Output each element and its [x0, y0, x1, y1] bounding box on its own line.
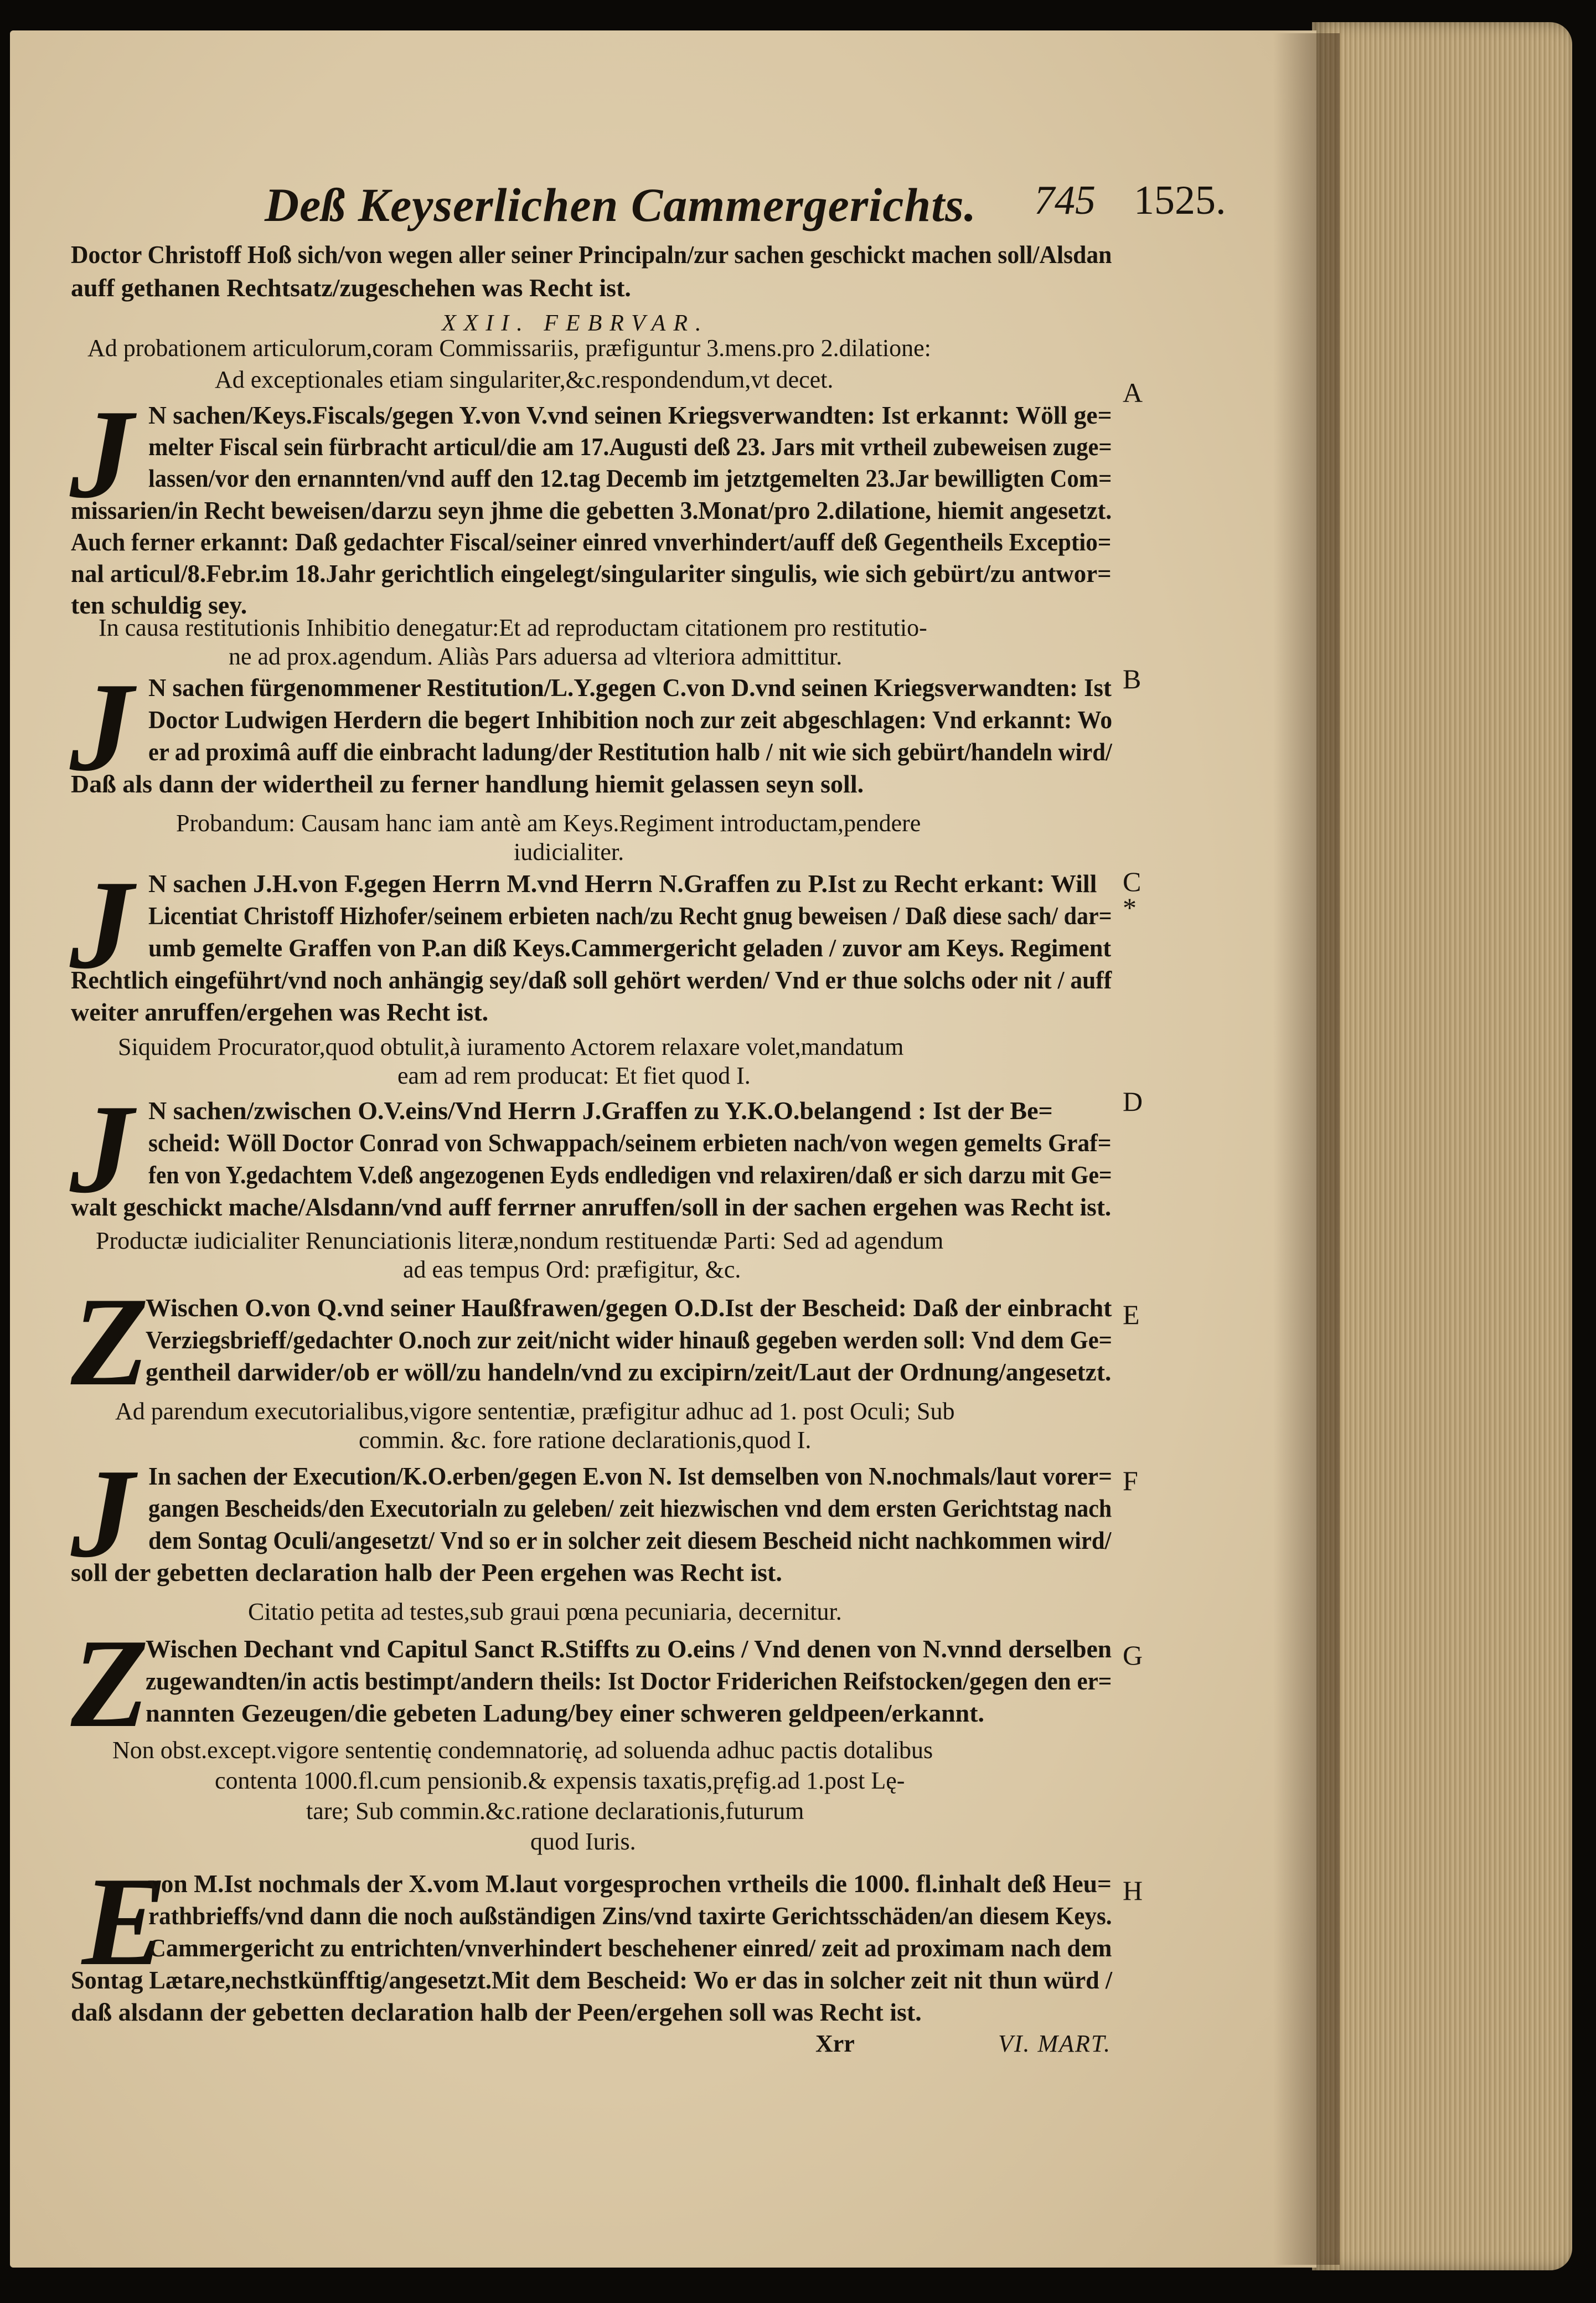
german-line: N sachen/zwischen O.V.eins/Vnd Herrn J.Graffen zu Y.K.O.belangend : Ist der Be=	[148, 1096, 1053, 1125]
page-number: 745	[1034, 178, 1096, 223]
margin-asterisk: *	[1123, 892, 1137, 923]
german-line: gangen Bescheids/den Executorialn zu geleben/ zeit hiezwischen vnd dem ersten Gerichtstag nach	[148, 1494, 1112, 1522]
gutter-shadow	[1273, 33, 1340, 2265]
latin-summary-line: Siquidem Procurator,quod obtulit,à iuramento Actorem relaxare volet,mandatum	[118, 1033, 904, 1060]
german-line: soll der gebetten declaration halb der Peen ergehen was Recht ist.	[71, 1558, 782, 1586]
german-line: Daß als dann der widertheil zu ferner handlung hiemit gelassen seyn soll.	[71, 770, 864, 798]
german-line: Rechtlich eingeführt/vnd noch anhängig sey/daß soll gehört werden/ Vnd er thue solchs oder nit / auff	[71, 966, 1112, 994]
book-page	[10, 30, 1316, 2268]
german-line: nannten Gezeugen/die gebeten Ladung/bey einer schweren geldpeen/erkannt.	[146, 1699, 985, 1727]
german-line: scheid: Wöll Doctor Conrad von Schwappach/seinem erbieten nach/von wegen gemelts Graf=	[148, 1129, 1112, 1157]
german-line: nal articul/8.Febr.im 18.Jahr gerichtlich eingelegt/singulariter singulis, wie sich gebürt/zu antwor=	[71, 559, 1112, 588]
german-line: Wischen O.von Q.vnd seiner Haußfrawen/gegen O.D.Ist der Bescheid: Daß der einbracht	[146, 1294, 1112, 1322]
margin-marker: A	[1123, 377, 1143, 408]
german-line: Doctor Ludwigen Herdern die begert Inhibition noch zur zeit abgeschlagen: Vnd erkannt: Wo	[148, 705, 1113, 734]
german-line: N sachen/Keys.Fiscals/gegen Y.von V.vnd seinen Kriegsverwandten: Ist erkannt: Wöll ge=	[148, 401, 1112, 429]
german-line: missarien/in Recht beweisen/darzu seyn jhme die gebetten 3.Monat/pro 2.dilatione, hiemit angesetzt.	[71, 496, 1112, 524]
german-line: In sachen der Execution/K.O.erben/gegen E.von N. Ist demselben von N.nochmals/laut vorer=	[148, 1462, 1112, 1490]
year: 1525.	[1134, 178, 1226, 223]
decorated-initial: Z	[71, 1271, 149, 1412]
german-line: er ad proximâ auff die einbracht ladung/der Restitution halb / nit wie sich gebürt/handeln wird/	[148, 738, 1112, 766]
decorated-initial: J	[70, 656, 133, 797]
margin-marker: F	[1123, 1465, 1138, 1496]
german-line: zugewandten/in actis bestimpt/andern theils: Ist Doctor Friderichen Reifstocken/gegen den er=	[146, 1667, 1112, 1695]
dateline: XXII. FEBRVAR.	[442, 311, 709, 336]
page-content	[10, 30, 1316, 2268]
latin-summary-line: quod Iuris.	[530, 1828, 636, 1855]
decorated-initial: J	[71, 1442, 135, 1584]
german-line: Verziegsbrieff/gedachter O.noch zur zeit/nicht wider hinauß gegeben werden soll: Vnd dem Ge=	[146, 1326, 1112, 1354]
german-line: N sachen J.H.von F.gegen Herrn M.vnd Herrn N.Graffen zu P.Ist zu Recht erkant: Will	[148, 869, 1097, 898]
margin-marker: D	[1123, 1086, 1143, 1117]
german-line: Cammergericht zu entrichten/vnverhindert beschehener einred/ zeit ad proximam nach dem	[148, 1934, 1112, 1962]
german-line: rathbrieffs/vnd dann die noch außständigen Zins/vnd taxirte Gerichtsschäden/an diesem Keys.	[148, 1902, 1112, 1930]
german-line: N sachen fürgenommener Restitution/L.Y.gegen C.von D.vnd seinen Kriegsverwandten: Ist	[148, 673, 1112, 702]
latin-summary-line: eam ad rem producat: Et fiet quod I.	[397, 1062, 751, 1089]
decorated-initial: J	[70, 854, 133, 995]
german-line: ten schuldig sey.	[71, 591, 247, 619]
decorated-initial: E	[82, 1851, 167, 1992]
german-line: Sontag Lætare,nechstkünfftig/angesetzt.Mit dem Bescheid: Wo er das in solcher zeit nit thun würd /	[71, 1966, 1113, 1994]
latin-summary-line: commin. &c. fore ratione declarationis,quod I.	[359, 1426, 812, 1454]
latin-summary-line: Productæ iudicialiter Renunciationis literæ,nondum restituendæ Parti: Sed ad agendum	[96, 1227, 944, 1254]
book-fore-edge	[1312, 22, 1572, 2270]
german-line: walt geschickt mache/Alsdann/vnd auff ferrner anruffen/soll in der sachen ergehen was Recht ist.	[71, 1193, 1112, 1221]
german-line: daß alsdann der gebetten declaration halb der Peen/ergehen soll was Recht ist.	[71, 1998, 922, 2026]
german-line: Auch ferner erkannt: Daß gedachter Fiscal/seiner einred vnverhindert/auff deß Gegentheils Exceptio=	[71, 528, 1112, 556]
running-title: Deß Keyserlichen Cammergerichts.	[265, 178, 977, 231]
margin-marker: H	[1123, 1875, 1143, 1906]
german-line: dem Sontag Oculi/angesetzt/ Vnd so er in solcher zeit diesem Bescheid nicht nachkommen wird/	[148, 1526, 1112, 1554]
german-line: fen von Y.gedachtem V.deß angezogenen Eyds endledigen vnd relaxiren/daß er sich darzu mit Ge=	[148, 1161, 1112, 1189]
german-line: melter Fiscal sein fürbracht articul/die am 17.Augusti deß 23. Jars mit vrtheil zubeweisen zuge=	[148, 432, 1112, 461]
german-line: umb gemelte Graffen von P.an diß Keys.Cammergericht geladen / zuvor am Keys. Regiment	[148, 934, 1112, 962]
margin-marker: G	[1123, 1640, 1143, 1671]
latin-summary-line: Non obst.except.vigore sententię condemnatorię, ad soluenda adhuc pactis dotalibus	[112, 1737, 933, 1764]
intro-line: Doctor Christoff Hoß sich/von wegen aller seiner Principaln/zur sachen geschickt machen soll/Alsdan	[71, 240, 1112, 269]
latin-summary-line: iudicialiter.	[514, 838, 624, 865]
latin-summary-line: ne ad prox.agendum. Aliàs Pars aduersa ad vlteriora admittitur.	[229, 643, 843, 670]
margin-marker: E	[1123, 1299, 1140, 1330]
margin-marker: B	[1123, 663, 1142, 694]
german-line: weiter anruffen/ergehen was Recht ist.	[71, 998, 489, 1026]
latin-summary-line: Citatio petita ad testes,sub graui pœna pecuniaria, decernitur.	[248, 1598, 842, 1625]
german-line: von M.Ist nochmals der X.vom M.laut vorgesprochen vrtheils die 1000. fl.inhalt deß Heu=	[148, 1869, 1112, 1898]
german-line: Wischen Dechant vnd Capitul Sanct R.Stiffts zu O.eins / Vnd denen von N.vnnd derselben	[146, 1635, 1112, 1663]
latin-summary-line: tare; Sub commin.&c.ratione declarationis,futurum	[306, 1797, 804, 1825]
running-head	[265, 177, 1233, 238]
margin-marker: C	[1123, 866, 1142, 897]
decorated-initial: J	[70, 383, 133, 524]
latin-summary-line: Ad parendum executorialibus,vigore sententiæ, præfigitur adhuc ad 1. post Oculi; Sub	[115, 1398, 955, 1425]
german-line: Licentiat Christoff Hizhofer/seinem erbieten nach/zu Recht gnug beweisen / Daß diese sach/ dar=	[148, 901, 1112, 930]
catchword-next-date: VI. MART.	[998, 2030, 1112, 2057]
decorated-initial: J	[70, 1078, 133, 1219]
latin-summary-line: Ad probationem articulorum,coram Commissariis, præfiguntur 3.mens.pro 2.dilatione:	[87, 334, 931, 362]
latin-summary-line: In causa restitutionis Inhibitio denegatur:Et ad reproductam citationem pro restitutio-	[99, 614, 927, 641]
latin-summary-line: contenta 1000.fl.cum pensionib.& expensis taxatis,pręfig.ad 1.post Lę-	[215, 1767, 905, 1794]
latin-summary-line: ad eas tempus Ord: præfigitur, &c.	[403, 1256, 741, 1283]
signature-mark: Xrr	[815, 2030, 855, 2057]
latin-summary-line: Ad exceptionales etiam singulariter,&c.respondendum,vt decet.	[215, 366, 834, 393]
decorated-initial: Z	[71, 1612, 149, 1754]
german-line: gentheil darwider/ob er wöll/zu handeln/vnd zu excipirn/zeit/Laut der Ordnung/angesetzt.	[146, 1358, 1112, 1386]
latin-summary-line: Probandum: Causam hanc iam antè am Keys.Regiment introductam,pendere	[176, 810, 921, 837]
german-line: lassen/vor den ernannten/vnd auff den 12.tag Decemb im jetztgemelten 23.Jar bewilligten Com=	[148, 464, 1112, 492]
intro-line: auff gethanen Rechtsatz/zugeschehen was Recht ist.	[71, 274, 631, 302]
